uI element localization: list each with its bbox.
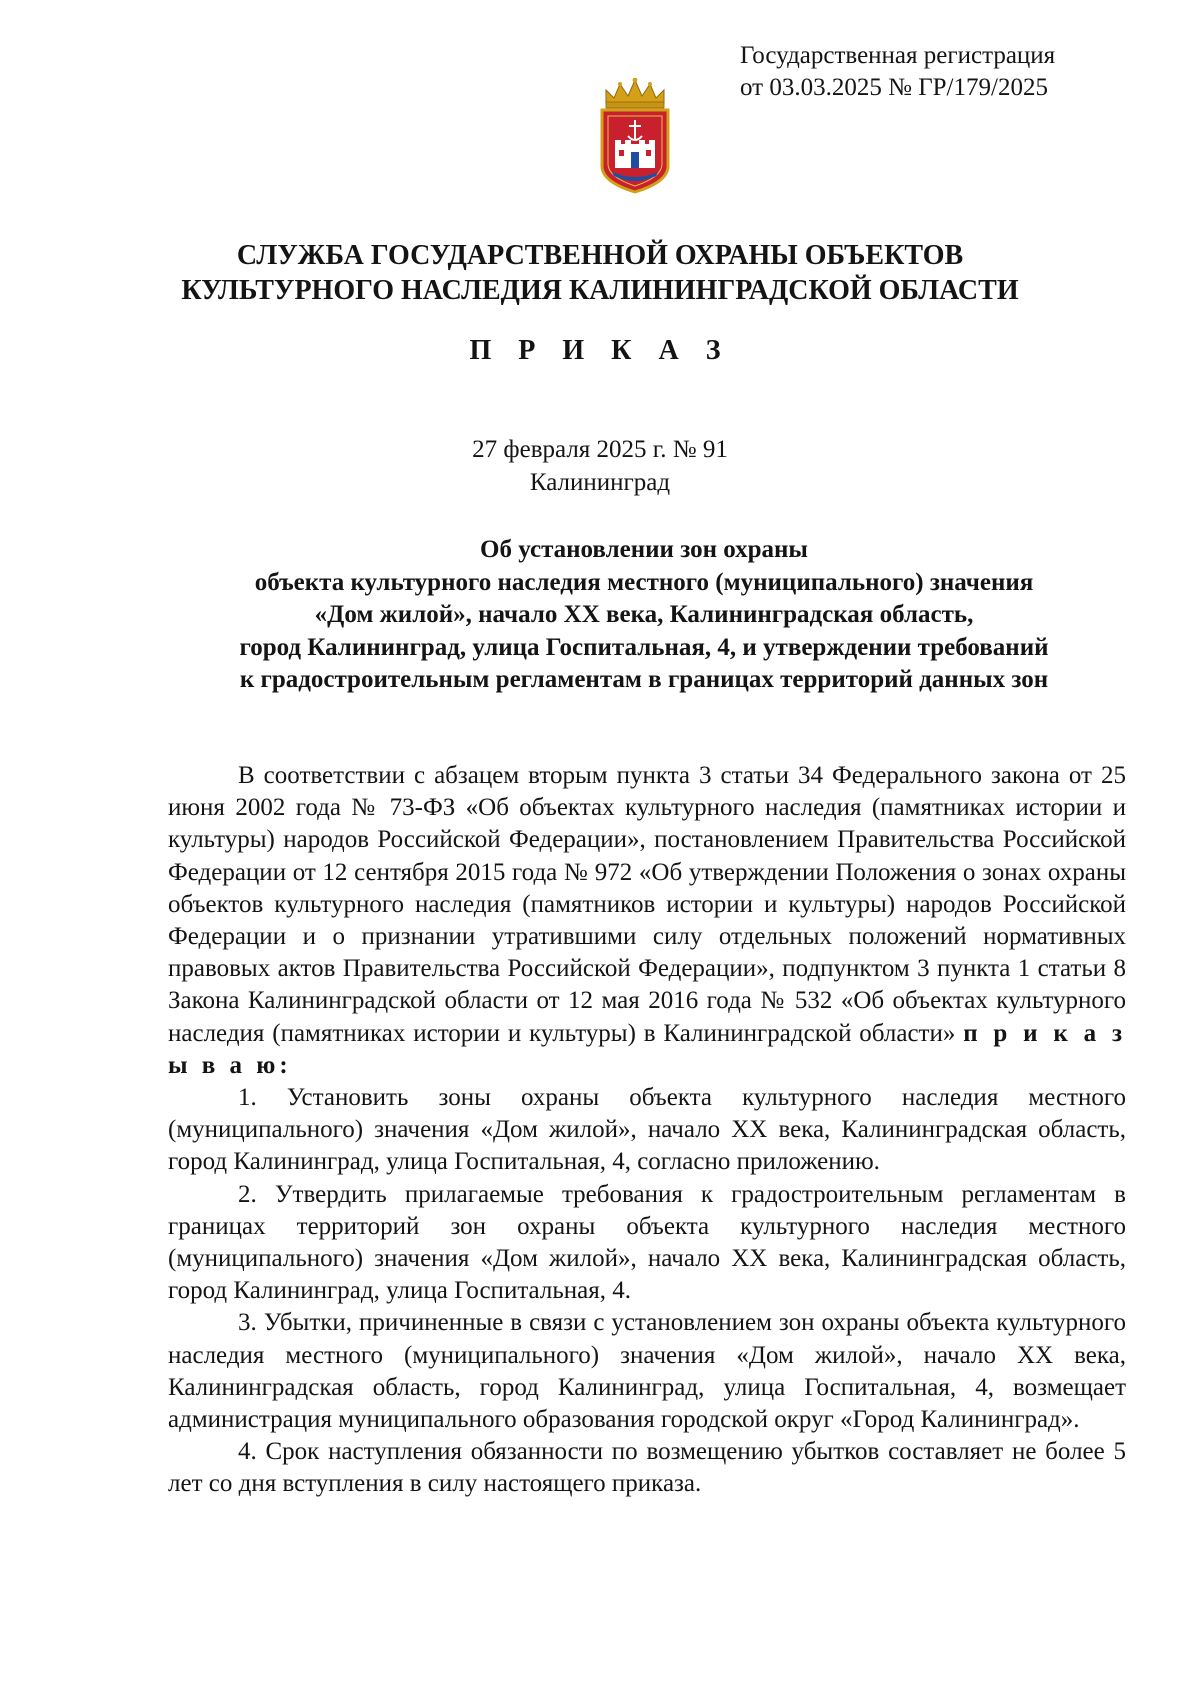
title-line-2: объекта культурного наследия местного (муниципального) значения: [254, 568, 1034, 596]
order-body: [168, 760, 1126, 1501]
order-city: Калининград: [529, 469, 671, 496]
order-item-1: 1. Установить зоны охраны объекта культурного наследия местного (муниципального) значения «Дом жилой», начало XX века, Калининградская область, город Калининград, улица Госпитальная, 4, согласно приложению.: [168, 1084, 1126, 1176]
title-line-4: город Калининград, улица Госпитальная, 4, и утверждении требований: [239, 633, 1049, 661]
order-item-3: 3. Убытки, причиненные в связи с установлением зон охраны объекта культурного наследия местного (муниципального) значения «Дом жилой», начало XX века, Калининградская область, город Калининград, улица Госпитальная, 4, возмещает администрация муниципального образования городской округ «Город Калининград».: [168, 1309, 1126, 1434]
order-title: [120, 534, 1168, 697]
registration-line-1: Государственная регистрация: [740, 42, 1056, 69]
order-operative-word: п р и к а з ы в а ю:: [168, 1019, 1126, 1079]
agency-name-line-1: СЛУЖБА ГОСУДАРСТВЕННОЙ ОХРАНЫ ОБЪЕКТОВ: [236, 240, 964, 271]
registration-stamp: [740, 40, 1160, 104]
title-line-3: «Дом жилой», начало XX века, Калининградская область,: [314, 601, 974, 628]
preamble-text: В соответствии с абзацем вторым пункта 3 статьи 34 Федерального закона от 25 июня 2002 года № 73-ФЗ «Об объектах культурного наследия (памятниках истории и культуры) народов Российской Федерации», постановлением Правительства Российской Федерации от 12 сентября 2015 года № 972 «Об утверждении Положения о зонах охраны объектов культурного наследия (памятников истории и культуры) народов Российской Федерации и о признании утратившими силу отдельных положений нормативных правовых актов Правительства Российской Федерации», подпунктом 3 пункта 1 статьи 8 Закона Калининградской области от 12 мая 2016 года № 532 «Об объектах культурного наследия (памятниках истории и культуры) в Калининградской области»: [168, 762, 1126, 1047]
date-and-place: [0, 433, 1200, 499]
agency-name-line-2: КУЛЬТУРНОГО НАСЛЕДИЯ КАЛИНИНГРАДСКОЙ ОБЛАСТИ: [181, 275, 1019, 306]
preamble-paragraph: [168, 760, 1126, 1082]
coat-of-arms-emblem: [598, 78, 672, 194]
order-item-2: 2. Утвердить прилагаемые требования к градостроительным регламентам в границах территорий зон охраны объекта культурного наследия местного (муниципального) значения «Дом жилой», начало XX века, Калининградская область, город Калининград, улица Госпитальная, 4.: [168, 1180, 1126, 1305]
document-type-heading: П Р И К А З: [469, 335, 731, 366]
order-date-number: 27 февраля 2025 г. № 91: [472, 436, 728, 463]
order-item-4: 4. Срок наступления обязанности по возмещению убытков составляет не более 5 лет со дня вступления в силу настоящего приказа.: [168, 1438, 1126, 1498]
title-line-1: Об установлении зон охраны: [480, 536, 808, 563]
registration-line-2: от 03.03.2025 № ГР/179/2025: [740, 74, 1048, 101]
shield-icon: [602, 110, 668, 192]
agency-name: [0, 238, 1200, 308]
title-line-5: к градостроительным регламентам в границах территорий данных зон: [239, 666, 1049, 693]
crown-icon: [606, 78, 664, 108]
